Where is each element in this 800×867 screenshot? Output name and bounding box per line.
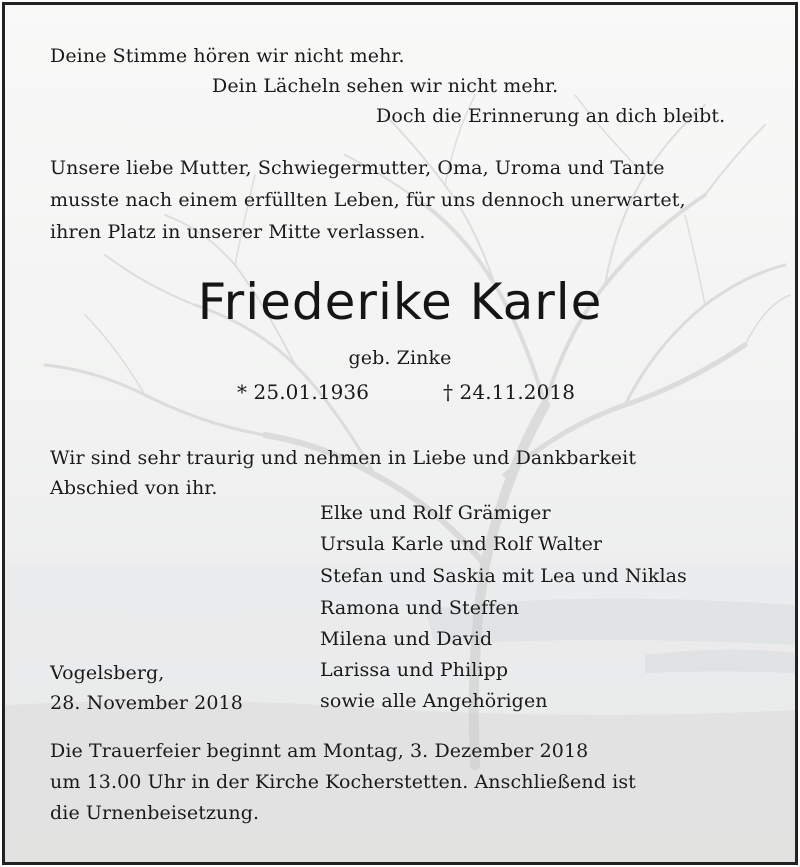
death-date: † 24.11.2018 [443, 380, 576, 404]
mourner-3: Stefan und Saskia mit Lea und Niklas [320, 565, 687, 587]
intro-line-3: ihren Platz in unserer Mitte verlassen. [50, 221, 426, 243]
mourner-6: Larissa und Philipp [320, 659, 509, 681]
obituary-notice [2, 2, 798, 865]
farewell-line-1: Wir sind sehr traurig und nehmen in Liebe und Dankbarkeit [50, 447, 637, 469]
farewell-line-2: Abschied von ihr. [50, 477, 218, 499]
verse-line-1: Deine Stimme hören wir nicht mehr. [50, 45, 405, 67]
notice-date: 28. November 2018 [50, 692, 243, 714]
mourner-4: Ramona und Steffen [320, 597, 520, 619]
funeral-line-3: die Urnenbeisetzung. [50, 802, 260, 824]
birth-date: * 25.01.1936 [237, 380, 370, 404]
deceased-name: Friederike Karle [197, 273, 603, 331]
mourner-5: Milena und David [320, 628, 493, 650]
tree-landscape-background [5, 5, 795, 862]
mourner-1: Elke und Rolf Grämiger [320, 502, 551, 524]
verse-line-2: Dein Lächeln sehen wir nicht mehr. [212, 75, 559, 97]
mourner-7: sowie alle Angehörigen [320, 690, 548, 712]
mourner-2: Ursula Karle und Rolf Walter [320, 533, 603, 555]
verse-line-3: Doch die Erinnerung an dich bleibt. [376, 105, 726, 127]
intro-line-1: Unsere liebe Mutter, Schwiegermutter, Oma, Uroma und Tante [50, 157, 665, 179]
place: Vogelsberg, [50, 662, 165, 684]
funeral-line-1: Die Trauerfeier beginnt am Montag, 3. Dezember 2018 [50, 740, 589, 762]
maiden-name: geb. Zinke [348, 347, 452, 369]
intro-line-2: musste nach einem erfüllten Leben, für uns dennoch unerwartet, [50, 189, 686, 211]
funeral-line-2: um 13.00 Uhr in der Kirche Kocherstetten. Anschließend ist [50, 771, 636, 793]
